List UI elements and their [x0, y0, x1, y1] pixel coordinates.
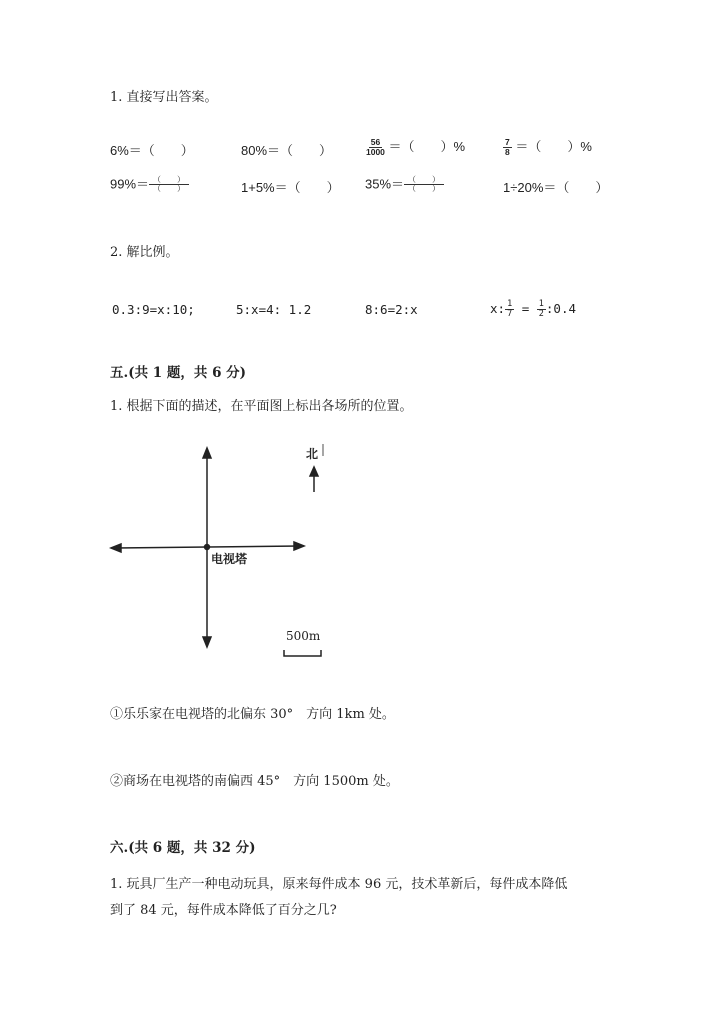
arrow-head-icon [203, 637, 211, 647]
north-arrow-head-icon [310, 467, 318, 476]
section-5-item: ①乐乐家在电视塔的北偏东 30° 方向 1km 处。 [110, 707, 395, 722]
section-5-heading: 五.(共 1 题，共 6 分) [110, 365, 247, 381]
denominator: 2 [538, 308, 544, 319]
denominator: （ ） [153, 184, 186, 194]
tv-tower-point [205, 545, 210, 550]
q1-item: 1+5%＝（ ） [241, 180, 340, 195]
numerator: 56 [370, 137, 381, 147]
section-5-item: ②商场在电视塔的南偏西 45° 方向 1500m 处。 [110, 774, 399, 789]
numerator: 1 [507, 299, 513, 309]
q1-item-text: ＝（ ）% [388, 138, 466, 154]
numerator: 7 [505, 137, 510, 147]
denominator: 8 [505, 146, 510, 157]
q2-item: 5:x=4: 1.2 [236, 302, 312, 317]
north-label: 北 [306, 447, 319, 461]
q1-title: 1. 直接写出答案。 [110, 90, 218, 105]
text: x: [490, 300, 506, 316]
q2-title: 2. 解比例。 [110, 245, 179, 260]
text: :0.4 [545, 300, 576, 316]
q2-item: 0.3:9=x:10; [112, 302, 195, 317]
q1-item: 6%＝（ ） [110, 143, 194, 158]
numerator: （ ） [149, 176, 189, 185]
numerator: 1 [538, 299, 544, 309]
arrow-head-icon [111, 544, 121, 552]
denominator: 7 [507, 308, 513, 319]
q1-item: 80%＝（ ） [241, 143, 333, 158]
q1-item-text: 35%＝ [365, 176, 405, 192]
q2-item: 8:6=2:x [365, 302, 418, 317]
denominator: （ ） [408, 184, 441, 194]
text: = [514, 300, 537, 316]
q1-item-text: 99%＝ [110, 176, 150, 192]
tv-tower-label: 电视塔 [211, 552, 248, 566]
scale-bar [284, 650, 321, 656]
section-6-question-line: 1. 玩具厂生产一种电动玩具，原来每件成本 96 元，技术革新后，每件成本降低 [110, 877, 568, 892]
arrow-head-icon [203, 448, 211, 458]
scale-label: 500m [286, 629, 321, 643]
section-5-question: 1. 根据下面的描述，在平面图上标出各场所的位置。 [110, 399, 413, 414]
section-6-question-line: 到了 84 元，每件成本降低了百分之几? [110, 903, 337, 918]
denominator: 1000 [366, 146, 385, 157]
arrow-head-icon [294, 542, 304, 550]
numerator: （ ） [404, 176, 444, 185]
q1-item: 1÷20%＝（ ） [503, 180, 609, 195]
section-6-heading: 六.(共 6 题，共 32 分) [110, 840, 256, 856]
q1-item-text: ＝（ ）% [515, 138, 592, 154]
